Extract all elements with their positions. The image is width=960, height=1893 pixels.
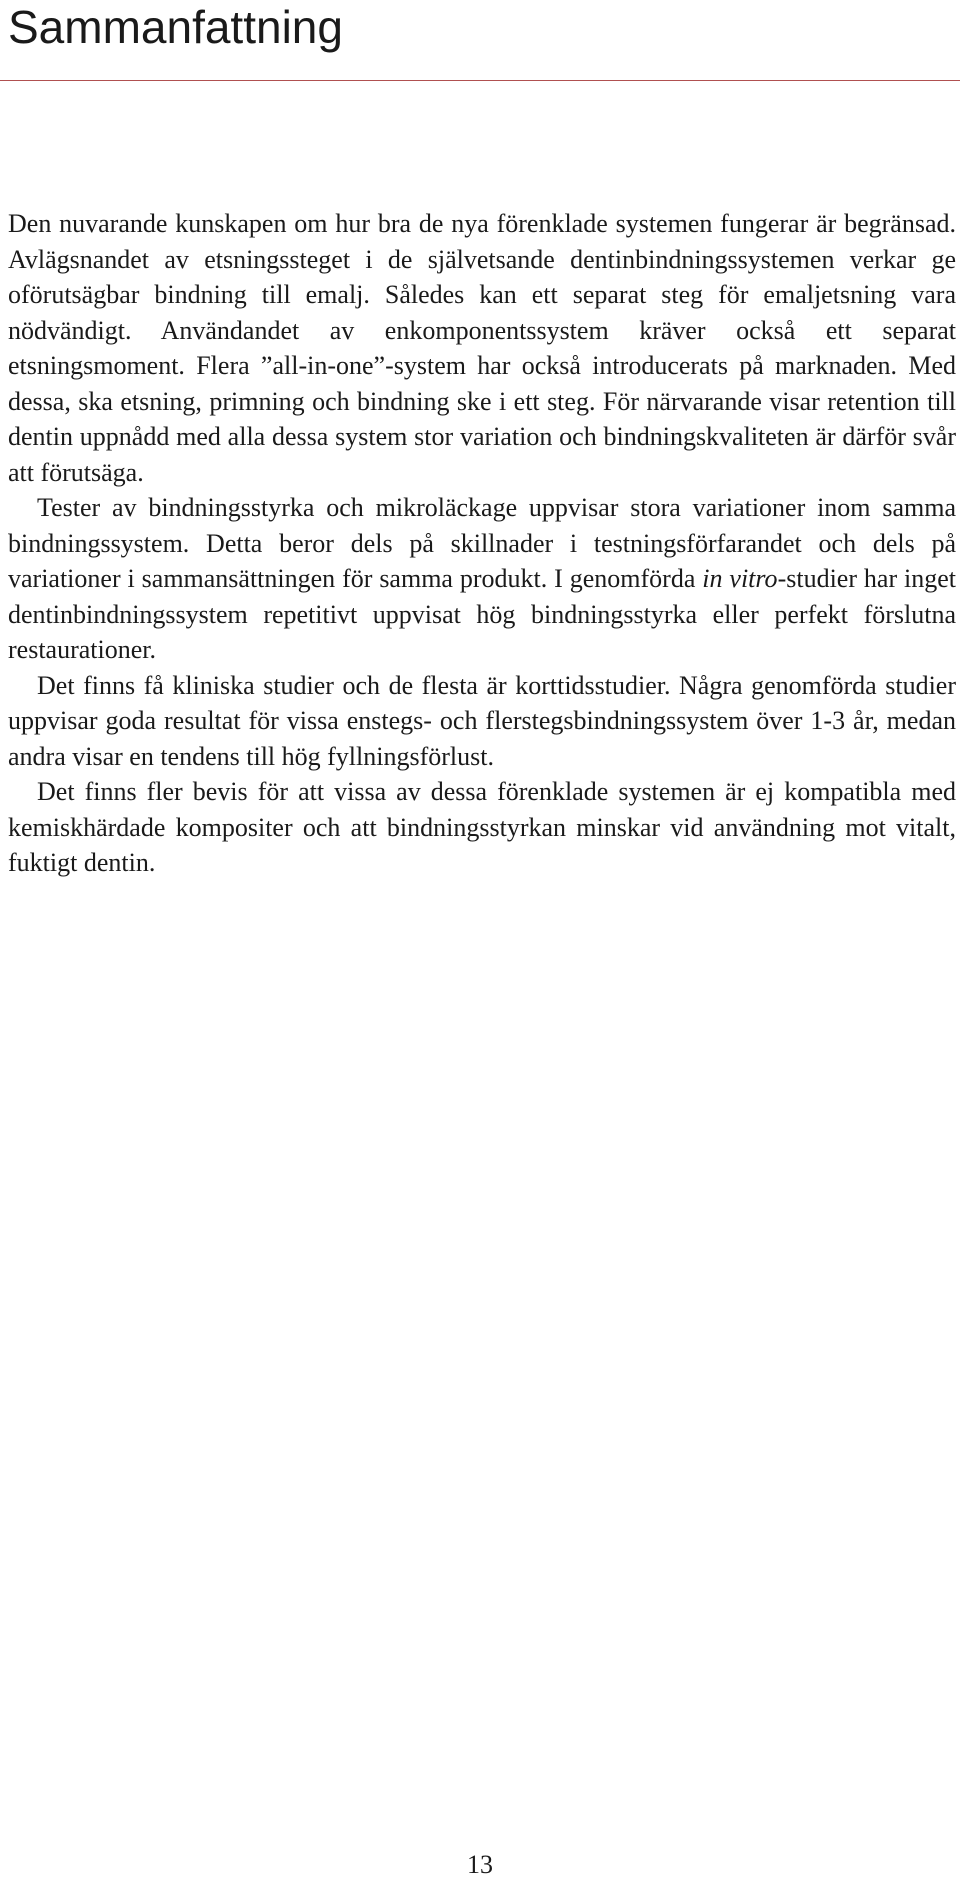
summary-body [8, 206, 956, 881]
paragraph-text: Det finns få kliniska studier och de flesta är korttidsstudier. Några genomförda studier uppvisar goda resultat för vissa enstegs- och flerstegsbindningssystem över 1-3 år, medan andra visar en tendens till hög fyllningsförlust. [8, 670, 956, 771]
paragraph-text: Det finns fler bevis för att vissa av dessa förenklade systemen är ej kompatibla med kemiskhärdade kompositer och att bindningsstyrkan minskar vid användning mot vitalt, fuktigt dentin. [8, 777, 956, 877]
italic-term: in vitro [702, 564, 778, 593]
paragraph-4 [8, 774, 956, 881]
paragraph-2 [8, 490, 956, 668]
paragraph-text: Tester av bindningsstyrka och mikroläckage uppvisar stora variationer inom samma bindningssystem. Detta beror dels på skillnader i testningsförfarandet och dels på variationer i sammansättningen för samma produkt. I genomförda [8, 493, 956, 593]
page-title: Sammanfattning [8, 1, 343, 53]
paragraph-text: Den nuvarande kunskapen om hur bra de nya förenklade systemen fungerar är begränsad. Avlägsnandet av etsningssteget i de självetsande dentinbindningssystemen verkar ge oförutsägbar bindning till emalj. Således kan ett separat steg för emaljetsning vara nödvändigt. Användandet av enkomponentssystem kräver också ett separat etsningsmoment. Flera ”all-in-one”-system har också introducerats på marknaden. Med dessa, ska etsning, primning och bindning ske i ett steg. För närvarande visar retention till dentin uppnådd med alla dessa system stor variation och bindningskvaliteten är därför svår att förutsäga. [8, 209, 956, 487]
paragraph-3 [8, 668, 956, 775]
title-divider [0, 80, 960, 81]
paragraph-1 [8, 206, 956, 490]
paragraph-text: -studier har inget dentinbindningssystem repetitivt uppvisat hög bindningsstyrka eller perfekt förslutna restaurationer. [8, 564, 956, 664]
page-number: 13 [467, 1850, 493, 1879]
